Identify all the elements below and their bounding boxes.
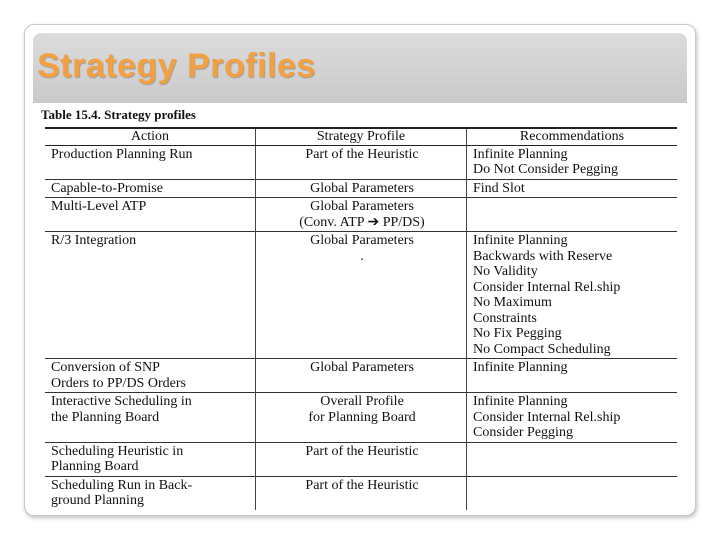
recommendations-cell-line: Consider Internal Rel.ship [473,279,621,295]
strategy-profile-cell-line: Part of the Heuristic [305,146,419,162]
header-action: Action [45,128,256,145]
action-cell [45,393,256,443]
strategy-profile-cell [256,198,467,232]
strategy-profile-cell [256,232,467,359]
recommendations-cell-line: Constraints [473,310,537,326]
action-cell [45,359,256,393]
strategy-profile-cell-line: (Conv. ATP ➔ PP/DS) [299,214,425,230]
action-cell-line: ground Planning [51,493,144,508]
header-recommendations: Recommendations [467,128,678,145]
recommendations-cell [467,442,678,476]
recommendations-cell-line: Consider Pegging [473,425,573,440]
recommendations-cell-line: Infinite Planning [473,233,568,248]
strategy-profile-cell [256,476,467,510]
recommendations-cell-line: Find Slot [473,180,525,196]
action-cell-line: Capable-to-Promise [51,180,163,196]
action-cell-line: Interactive Scheduling in [51,394,192,409]
recommendations-cell-line: No Compact Scheduling [473,341,611,357]
action-cell-line: R/3 Integration [51,233,137,248]
action-cell-line: Scheduling Run in Back- [51,477,193,493]
table-row [45,198,677,232]
table-row [45,393,677,443]
table-body [45,145,677,510]
strategy-profile-cell-line: Part of the Heuristic [305,477,419,493]
strategy-profile-cell [256,145,467,179]
recommendations-cell [467,232,678,359]
strategy-profile-cell-line: . [360,248,364,264]
recommendations-cell [467,393,678,443]
strategy-profile-cell-line: Global Parameters [310,199,414,214]
strategy-profile-cell [256,359,467,393]
recommendations-cell-line: No Fix Pegging [473,326,562,341]
action-cell [45,179,256,198]
strategy-profile-cell-line: Part of the Heuristic [305,443,419,459]
recommendations-cell [467,198,678,232]
strategy-profile-cell [256,179,467,198]
action-cell-line: Scheduling Heuristic in [51,443,184,459]
recommendations-cell-line: Consider Internal Rel.ship [473,409,621,425]
recommendations-cell [467,476,678,510]
strategy-profiles-table-area [33,103,687,508]
action-cell-line: Planning Board [51,459,139,474]
recommendations-cell [467,179,678,198]
action-cell-line: Conversion of SNP [51,360,160,375]
recommendations-cell-line: No Maximum [473,295,552,310]
recommendations-cell [467,145,678,179]
recommendations-cell-line: No Validity [473,264,538,279]
action-cell [45,476,256,510]
table-row [45,145,677,179]
table-caption: Table 15.4. Strategy profiles [41,107,196,122]
recommendations-cell-line: Do Not Consider Pegging [473,162,619,177]
strategy-profiles-table [45,127,677,510]
action-cell-line: the Planning Board [51,409,160,425]
strategy-profile-cell-line: Global Parameters [310,233,414,248]
table-row [45,359,677,393]
table-row [45,442,677,476]
action-cell [45,442,256,476]
action-cell-line: Production Planning Run [51,146,193,162]
slide-title: Strategy Profiles [37,47,316,85]
strategy-profile-cell [256,442,467,476]
action-cell-line: Multi-Level ATP [51,199,147,214]
header-strategy-profile: Strategy Profile [256,128,467,145]
recommendations-cell-line: Infinite Planning [473,360,568,375]
slide-frame [24,24,696,516]
action-cell-line: Orders to PP/DS Orders [51,375,186,391]
strategy-profile-cell [256,393,467,443]
recommendations-cell-line: Infinite Planning [473,394,568,409]
strategy-profile-cell-line: Overall Profile [320,394,404,409]
action-cell [45,232,256,359]
strategy-profile-cell-line: for Planning Board [308,409,416,425]
table-row [45,476,677,510]
recommendations-cell-line: Backwards with Reserve [473,248,613,264]
action-cell [45,198,256,232]
strategy-profile-cell-line: Global Parameters [310,180,414,196]
table-row [45,179,677,198]
strategy-profile-cell-line: Global Parameters [310,360,414,375]
table-header-row [45,128,677,145]
action-cell [45,145,256,179]
table-row [45,232,677,359]
recommendations-cell-line: Infinite Planning [473,146,568,162]
recommendations-cell [467,359,678,393]
